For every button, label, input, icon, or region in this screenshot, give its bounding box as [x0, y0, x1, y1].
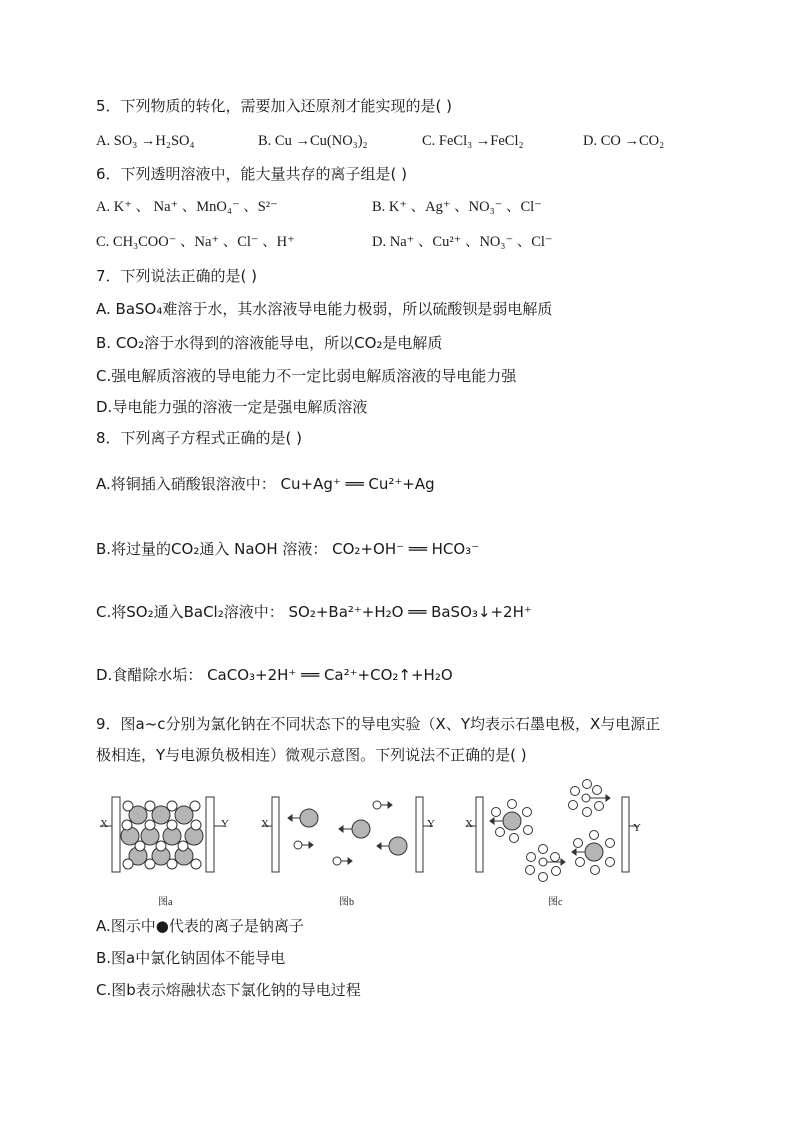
q8-option-b: B.将过量的CO₂通入 NaOH 溶液： CO₂+OH⁻ ══ HCO₃⁻ — [96, 540, 480, 558]
fig-a-caption: 图a — [158, 897, 173, 908]
q6-option-d: D. Na⁺ 、Cu²⁺ 、NO₃⁻ 、Cl⁻ — [372, 234, 553, 250]
q7-stem: 7．下列说法正确的是( ) — [96, 267, 258, 285]
fig-b-label-x: X — [261, 818, 269, 830]
q7-option-a: A. BaSO₄难溶于水，其水溶液导电能力极弱，所以硫酸钡是弱电解质 — [96, 300, 553, 318]
q6-stem: 6．下列透明溶液中，能大量共存的离子组是( ) — [96, 165, 408, 183]
q7-option-d: D.导电能力强的溶液一定是强电解质溶液 — [96, 398, 368, 416]
fig-c-caption: 图c — [548, 897, 563, 908]
fig-a-label-y: Y — [221, 818, 229, 830]
q8-stem: 8．下列离子方程式正确的是( ) — [96, 429, 303, 447]
q9-stem-line1: 9．图a~c分别为氯化钠在不同状态下的导电实验（X、Y均表示石墨电极，X与电源正 — [96, 715, 661, 733]
q5-option-b: B. Cu →Cu(NO₃)₂ — [258, 133, 368, 149]
q8-option-a: A.将铜插入硝酸银溶液中： Cu+Ag⁺ ══ Cu²⁺+Ag — [96, 475, 435, 493]
q7-option-b: B. CO₂溶于水得到的溶液能导电，所以CO₂是电解质 — [96, 334, 443, 352]
q6-option-c: C. CH₃COO⁻ 、Na⁺ 、Cl⁻ 、H⁺ — [96, 234, 295, 250]
fig-a-electrode-x — [112, 797, 120, 872]
fig-a-label-x: X — [100, 818, 108, 830]
figure-b — [262, 797, 433, 872]
q5-option-d: D. CO →CO₂ — [583, 133, 665, 149]
fig-b-caption: 图b — [339, 897, 354, 908]
q9-option-b: B.图a中氯化钠固体不能导电 — [96, 949, 286, 967]
q8-option-c: C.将SO₂通入BaCl₂溶液中： SO₂+Ba²⁺+H₂O ══ BaSO₃↓+2H⁺ — [96, 603, 532, 621]
q5-option-a: A. SO₃ →H₂SO₄ — [96, 133, 195, 149]
q5-option-c: C. FeCl₃ →FeCl₂ — [422, 133, 524, 149]
figure-c — [466, 780, 639, 882]
fig-c-label-x: X — [465, 818, 473, 830]
q5-stem: 5．下列物质的转化，需要加入还原剂才能实现的是( ) — [96, 97, 453, 115]
q9-stem-line2: 极相连，Y与电源负极相连）微观示意图。下列说法不正确的是( ) — [96, 746, 527, 764]
q8-option-d: D.食醋除水垢： CaCO₃+2H⁺ ══ Ca²⁺+CO₂↑+H₂O — [96, 666, 453, 684]
fig-a-electrode-y — [206, 797, 214, 872]
figure-a — [100, 797, 224, 872]
q9-option-a: A.图示中●代表的离子是钠离子 — [96, 917, 304, 935]
q6-option-b: B. K⁺ 、Ag⁺ 、NO₃⁻ 、Cl⁻ — [372, 199, 542, 215]
q6-option-a: A. K⁺ 、 Na⁺ 、MnO₄⁻ 、S²⁻ — [96, 199, 278, 215]
fig-b-label-y: Y — [427, 818, 435, 830]
fig-c-label-y: Y — [633, 822, 641, 834]
q9-option-c: C.图b表示熔融状态下氯化钠的导电过程 — [96, 981, 361, 999]
q7-option-c: C.强电解质溶液的导电能力不一定比弱电解质溶液的导电能力强 — [96, 367, 517, 385]
